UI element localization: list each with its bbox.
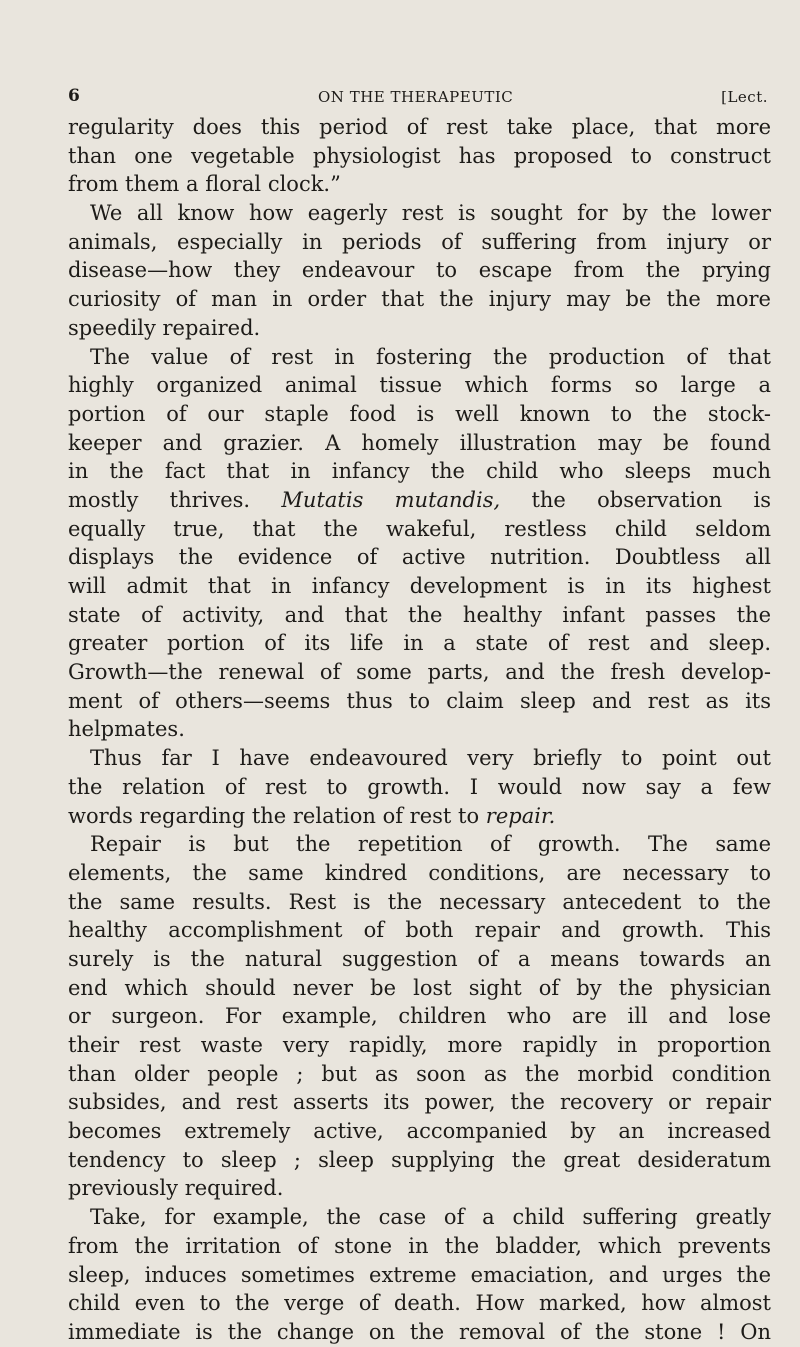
line-text: end which should never be lost sight of by the physician xyxy=(68,975,771,1000)
running-title: ON THE THERAPEUTIC xyxy=(318,88,514,106)
line-text: Growth—the renewal of some parts, and the fresh develop- xyxy=(68,660,771,685)
text-line xyxy=(68,687,771,716)
text-line xyxy=(68,916,771,945)
line-text: Thus far I have endeavoured very briefly to point out xyxy=(90,746,771,771)
text-line xyxy=(68,486,771,515)
text-line xyxy=(68,1318,771,1347)
text-line xyxy=(68,1174,771,1203)
text-line xyxy=(68,199,771,228)
text-line xyxy=(68,773,771,802)
text-line xyxy=(68,974,771,1003)
text-line xyxy=(68,457,771,486)
line-text: words regarding the relation of rest to xyxy=(68,803,486,828)
text-line xyxy=(68,945,771,974)
line-text: will admit that in infancy development is in its highest xyxy=(68,574,771,598)
line-text: previously required. xyxy=(68,1176,284,1201)
line-text: speedily repaired. xyxy=(68,315,261,340)
line-text: elements, the same kindred conditions, are necessary to xyxy=(68,860,771,885)
line-text: than one vegetable physiologist has proposed to construct xyxy=(68,143,771,168)
line-text: highly organized animal tissue which forms so large a xyxy=(68,373,771,398)
line-text: the relation of rest to growth. I would now say a few xyxy=(68,774,771,799)
text-line xyxy=(68,572,771,601)
line-text: in the fact that in infancy the child who sleeps much xyxy=(68,459,771,484)
text-line xyxy=(68,1232,771,1261)
line-text: than older people ; but as soon as the morbid condition xyxy=(68,1061,771,1086)
line-text: sleep, induces sometimes extreme emaciation, and urges the xyxy=(68,1262,771,1287)
text-line xyxy=(68,400,771,429)
text-line xyxy=(68,1289,771,1318)
line-text: keeper and grazier. A homely illustration may be found xyxy=(68,430,771,455)
italic-text: Mutatis mutandis, xyxy=(281,487,501,512)
text-line xyxy=(68,515,771,544)
text-line xyxy=(68,1088,771,1117)
line-text: We all know how eagerly rest is sought for by the lower xyxy=(90,201,771,226)
line-text: animals, especially in periods of suffering from injury or xyxy=(68,229,771,254)
line-text: immediate is the change on the removal of the stone ! On xyxy=(68,1319,771,1344)
page-number: 6 xyxy=(68,86,81,106)
line-text: or surgeon. For example, children who are ill and lose xyxy=(68,1004,771,1029)
text-line xyxy=(68,113,771,142)
line-text: regularity does this period of rest take place, that more xyxy=(68,115,771,139)
line-text: tendency to sleep ; sleep supplying the great desideratum xyxy=(68,1147,771,1172)
line-text-after: the observation is xyxy=(500,487,771,512)
line-text: healthy accomplishment of both repair and growth. This xyxy=(68,918,771,943)
body-text xyxy=(68,113,771,1347)
line-text: curiosity of man in order that the injury may be the more xyxy=(68,287,771,312)
line-text: Repair is but the repetition of growth. The same xyxy=(90,832,771,857)
text-line xyxy=(68,314,771,343)
text-line xyxy=(68,1261,771,1290)
line-text: surely is the natural suggestion of a means towards an xyxy=(68,946,771,971)
text-line xyxy=(68,371,771,400)
text-line xyxy=(68,1117,771,1146)
line-text: from them a floral clock.” xyxy=(68,172,341,197)
line-text: equally true, that the wakeful, restless child seldom xyxy=(68,516,771,541)
text-line xyxy=(68,1146,771,1175)
text-line xyxy=(68,859,771,888)
text-line xyxy=(68,256,771,285)
line-text: displays the evidence of active nutrition. Doubtless all xyxy=(68,545,771,570)
line-text: helpmates. xyxy=(68,717,185,742)
line-text: their rest waste very rapidly, more rapidly in proportion xyxy=(68,1033,771,1057)
text-line xyxy=(68,1060,771,1089)
text-line xyxy=(68,1203,771,1232)
line-text: subsides, and rest asserts its power, the recovery or repair xyxy=(68,1090,771,1115)
line-text: The value of rest in fostering the production of that xyxy=(90,344,771,369)
section-tag: [Lect. xyxy=(721,88,768,106)
text-line xyxy=(68,888,771,917)
text-line xyxy=(68,543,771,572)
text-line xyxy=(68,658,771,687)
text-line xyxy=(68,228,771,257)
line-text: from the irritation of stone in the bladder, which prevents xyxy=(68,1233,771,1258)
text-line xyxy=(68,429,771,458)
line-text: mostly thrives. xyxy=(68,487,282,512)
running-head xyxy=(68,86,768,112)
line-text: state of activity, and that the healthy infant passes the xyxy=(68,602,771,627)
line-text: becomes extremely active, accompanied by an increased xyxy=(68,1119,771,1144)
line-text: child even to the verge of death. How marked, how almost xyxy=(68,1291,771,1316)
text-line xyxy=(68,629,771,658)
line-text: greater portion of its life in a state of rest and sleep. xyxy=(68,631,771,656)
text-line xyxy=(68,285,771,314)
text-line xyxy=(68,601,771,630)
text-line xyxy=(68,830,771,859)
text-line xyxy=(68,1002,771,1031)
text-line xyxy=(68,1031,771,1060)
line-text: disease—how they endeavour to escape from the prying xyxy=(68,258,771,283)
text-line xyxy=(68,170,771,199)
text-line xyxy=(68,802,771,831)
italic-text: repair. xyxy=(485,803,556,828)
line-text: portion of our staple food is well known to the stock- xyxy=(68,401,771,426)
text-line xyxy=(68,715,771,744)
line-text: ment of others—seems thus to claim sleep and rest as its xyxy=(68,688,771,713)
line-text: the same results. Rest is the necessary antecedent to the xyxy=(68,889,771,914)
text-line xyxy=(68,343,771,372)
text-line xyxy=(68,142,771,171)
line-text: Take, for example, the case of a child suffering greatly xyxy=(90,1205,771,1230)
text-line xyxy=(68,744,771,773)
